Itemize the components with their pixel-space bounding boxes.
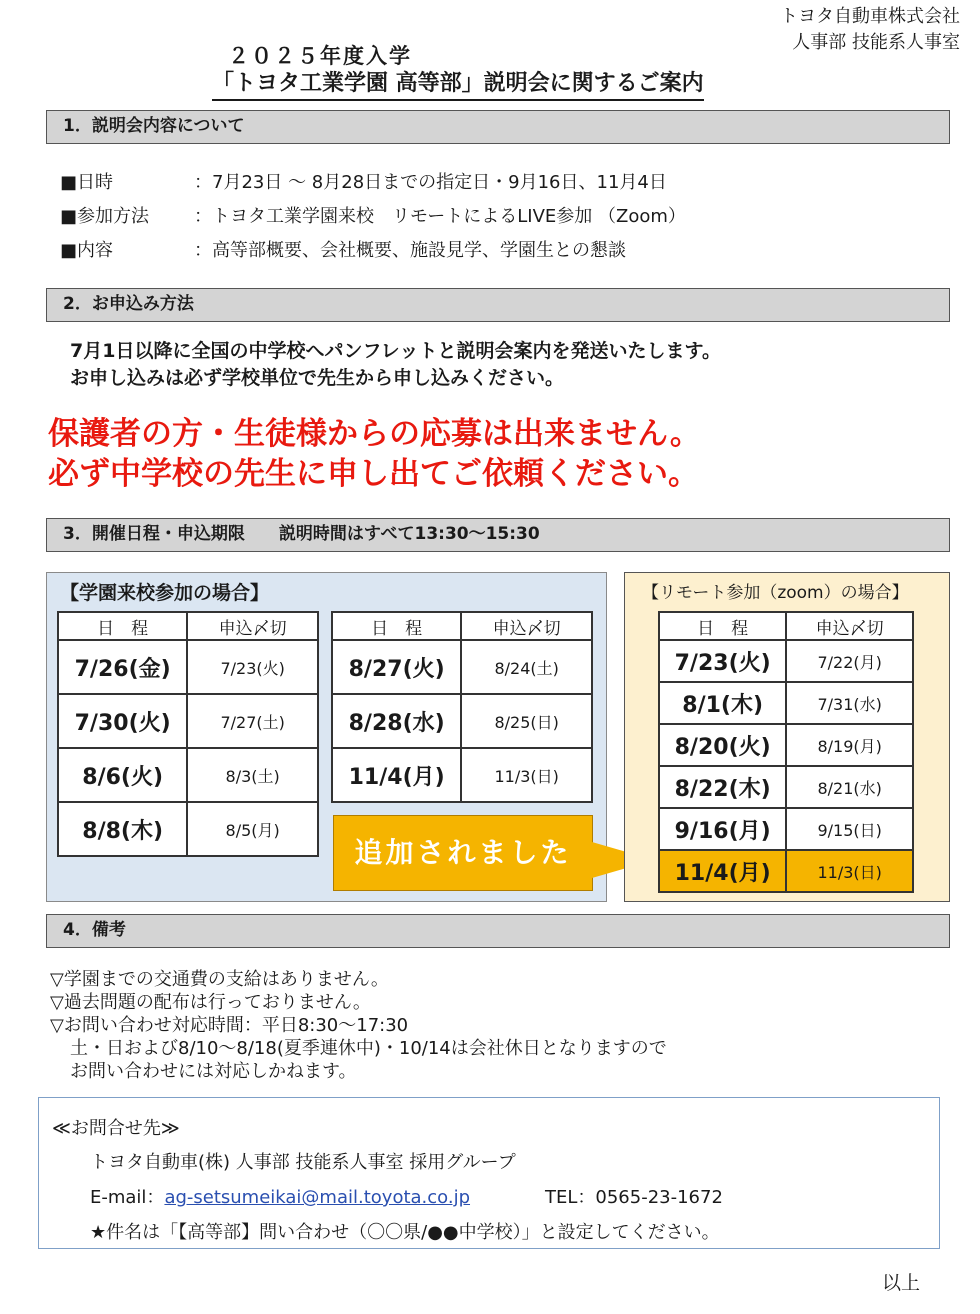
col-header-deadline: 申込〆切 [187,612,318,640]
table-row-highlighted [659,850,913,892]
contact-subject-note: ★件名は「【高等部】問い合わせ（〇〇県/●●中学校）」と設定してください。 [90,1222,720,1243]
schedule-deadline: 8/24(土) [461,640,592,694]
table-row [659,724,913,766]
table-row [58,748,318,802]
remote-panel-title: 【リモート参加（zoom）の場合】 [642,583,909,603]
apply-line-1: 7月1日以降に全国の中学校へパンフレットと説明会案内を発送いたします。 [70,340,721,362]
schedule-deadline: 11/3(日) [461,748,592,802]
warning-text [48,414,701,494]
warning-line-1: 保護者の方・生徒様からの応募は出来ません。 [48,416,701,452]
issuer-dept: 人事部 技能系人事室 [792,32,960,53]
col-header-date: 日 程 [332,612,461,640]
schedule-date: 9/16(月) [659,808,786,850]
schedule-date: 8/22(木) [659,766,786,808]
page-title: 「トヨタ工業学園 高等部」説明会に関するご案内 [212,70,704,101]
campus-schedule-table-left [57,611,319,857]
added-callout-label: 追加されました [354,836,572,869]
section4-heading: 4．備考 [46,914,950,948]
schedule-date: 8/1(木) [659,682,786,724]
table-row [58,640,318,694]
section1-heading: 1．説明会内容について [46,110,950,144]
schedule-deadline: 9/15(日) [786,808,913,850]
issuer-company: トヨタ自動車株式会社 [780,6,960,27]
table-row [332,748,592,802]
remote-schedule-table [658,611,914,893]
info-label: ■内容 [60,240,114,261]
col-header-deadline: 申込〆切 [786,612,913,640]
info-value: ：トヨタ工業学園来校 リモートによるLIVE参加 （Zoom） [194,206,686,227]
apply-text [70,338,721,392]
info-label: ■参加方法 [60,206,150,227]
info-label: ■日時 [60,172,114,193]
col-header-deadline: 申込〆切 [461,612,592,640]
note-item: ▽学園までの交通費の支給はありません。 [50,969,389,990]
schedule-date: 7/26(金) [58,640,187,694]
schedule-date: 8/8(木) [58,802,187,856]
schedule-deadline: 8/21(水) [786,766,913,808]
campus-panel-title: 【学園来校参加の場合】 [60,582,270,604]
table-row [332,694,592,748]
section3-heading: 3．開催日程・申込期限 説明時間はすべて13:30〜15:30 [46,518,950,552]
schedule-date: 8/6(火) [58,748,187,802]
contact-tel: TEL：0565-23-1672 [545,1187,723,1208]
schedule-deadline: 7/31(水) [786,682,913,724]
schedule-date: 8/27(火) [332,640,461,694]
schedule-deadline: 7/27(土) [187,694,318,748]
table-row [58,694,318,748]
col-header-date: 日 程 [58,612,187,640]
notes-list [50,968,667,1083]
email-link[interactable]: ag-setsumeikai@mail.toyota.co.jp [164,1187,471,1208]
schedule-date: 8/20(火) [659,724,786,766]
info-row-method [60,206,686,228]
schedule-deadline: 11/3(日) [786,850,913,892]
info-row-content [60,240,626,262]
info-value: ：7月23日 〜 8月28日までの指定日・9月16日、11月4日 [194,172,667,193]
apply-line-2: お申し込みは必ず学校単位で先生から申し込みください。 [70,367,565,389]
schedule-deadline: 8/5(月) [187,802,318,856]
schedule-deadline: 8/3(土) [187,748,318,802]
schedule-deadline: 8/19(月) [786,724,913,766]
schedule-deadline: 8/25(日) [461,694,592,748]
note-item: ▽過去問題の配布は行っておりません。 [50,992,371,1013]
table-row [659,682,913,724]
schedule-date: 7/23(火) [659,640,786,682]
note-item-indent: 土・日および8/10〜8/18(夏季連休中)・10/14は会社休日となりますので [70,1038,667,1059]
schedule-date: 8/28(水) [332,694,461,748]
table-row [659,808,913,850]
contact-heading: ≪お問合せ先≫ [52,1118,180,1139]
schedule-date: 11/4(月) [332,748,461,802]
table-row [659,766,913,808]
title-year: ２０２５年度入学 [228,44,412,68]
contact-org: トヨタ自動車(株) 人事部 技能系人事室 採用グループ [90,1152,516,1173]
info-value: ：高等部概要、会社概要、施設見学、学園生との懇談 [194,240,626,261]
schedule-deadline: 7/22(月) [786,640,913,682]
col-header-date: 日 程 [659,612,786,640]
note-item: ▽お問い合わせ対応時間：平日8:30〜17:30 [50,1015,409,1036]
table-row [659,640,913,682]
info-row-datetime [60,172,667,194]
schedule-date: 7/30(火) [58,694,187,748]
section2-heading: 2．お申込み方法 [46,288,950,322]
closing-mark: 以上 [882,1272,921,1294]
issuer-block [780,4,960,56]
campus-schedule-table-right [331,611,593,803]
table-row [58,802,318,856]
schedule-date: 11/4(月) [659,850,786,892]
email-label: E-mail： [90,1187,165,1208]
warning-line-2: 必ず中学校の先生に申し出てご依頼ください。 [48,456,699,492]
table-row [332,640,592,694]
note-item-indent: お問い合わせには対応しかねます。 [70,1061,357,1082]
contact-email-row [90,1183,470,1209]
schedule-deadline: 7/23(火) [187,640,318,694]
